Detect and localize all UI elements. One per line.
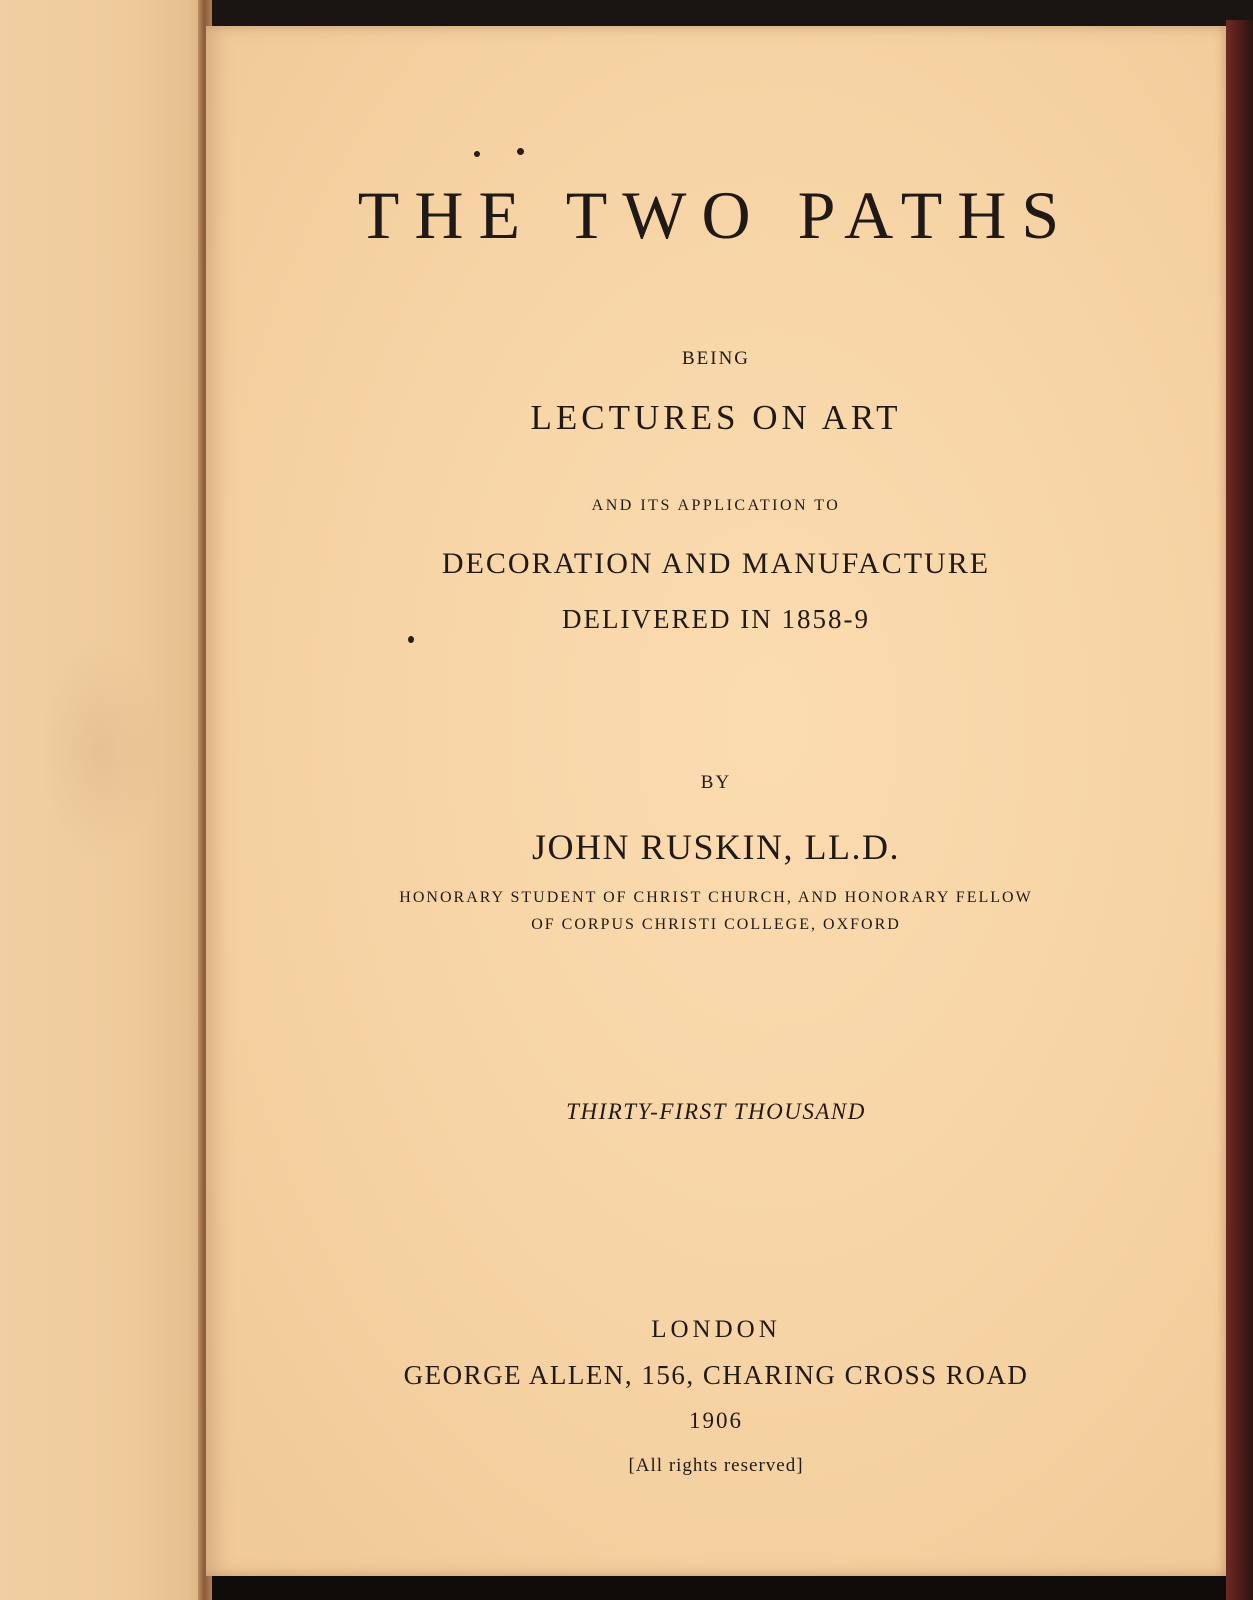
- rights-notice: [All rights reserved]: [628, 1455, 804, 1476]
- publication-year: 1906: [689, 1408, 743, 1433]
- by-label: BY: [700, 772, 732, 793]
- subtitle-connector: AND ITS APPLICATION TO: [591, 497, 841, 514]
- author-affiliation-line2: OF CORPUS CHRISTI COLLEGE, OXFORD: [531, 916, 901, 933]
- ink-speck: [517, 148, 524, 155]
- author-affiliation-line1: HONORARY STUDENT OF CHRIST CHURCH, AND HONORARY FELLOW: [399, 889, 1033, 906]
- delivery-date: DELIVERED IN 1858-9: [562, 604, 870, 634]
- ink-speck: [408, 636, 414, 643]
- title-page: [206, 26, 1226, 1576]
- cover-edge: [1226, 20, 1253, 1600]
- subtitle-main: LECTURES ON ART: [530, 398, 902, 437]
- being-label: BEING: [681, 348, 751, 369]
- book-title: THE TWO PATHS: [357, 177, 1075, 253]
- ink-speck: [474, 151, 480, 157]
- subtitle-second: DECORATION AND MANUFACTURE: [441, 547, 991, 580]
- publication-place: LONDON: [651, 1316, 781, 1343]
- author-name: JOHN RUSKIN, LL.D.: [532, 827, 900, 867]
- publisher: GEORGE ALLEN, 156, CHARING CROSS ROAD: [403, 1360, 1029, 1390]
- edition-note: THIRTY-FIRST THOUSAND: [566, 1099, 866, 1124]
- left-page: [0, 0, 205, 1600]
